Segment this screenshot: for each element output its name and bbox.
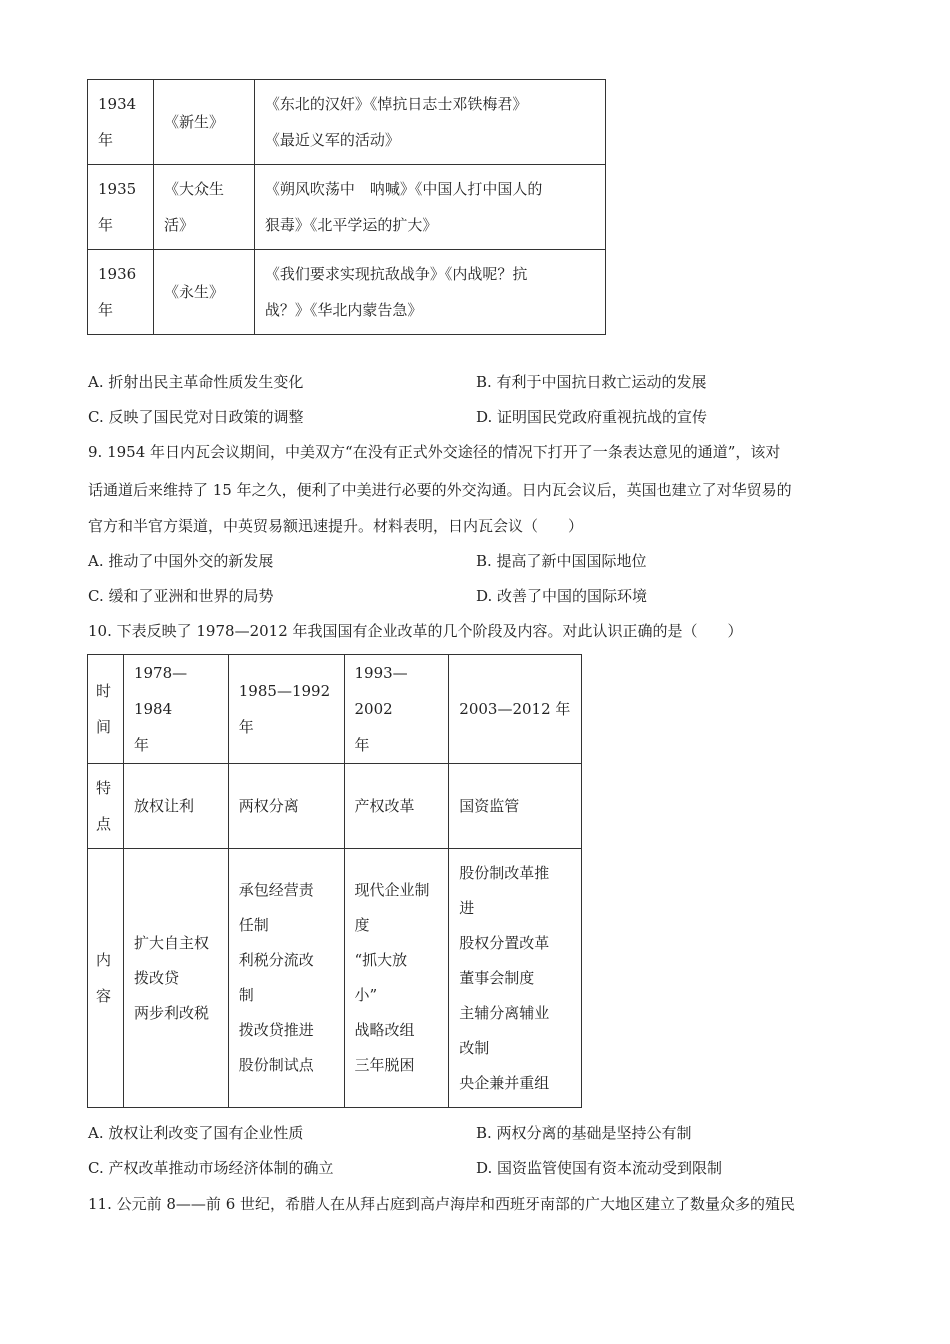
table-cell: 承包经营责 任制 利税分流改 制 拨改贷推进 股份制试点 bbox=[228, 849, 344, 1108]
q8-option-a[interactable]: A. 折射出民主革命性质发生变化 bbox=[88, 373, 304, 391]
table-cell: 2003—2012 年 bbox=[449, 655, 582, 764]
table-cell: 股份制改革推 进 股权分置改革 董事会制度 主辅分离辅业 改制 央企兼并重组 bbox=[449, 849, 582, 1108]
q9-option-d[interactable]: D. 改善了中国的国际环境 bbox=[476, 587, 648, 605]
q8-option-c[interactable]: C. 反映了国民党对日政策的调整 bbox=[88, 408, 304, 426]
table-cell: 产权改革 bbox=[344, 764, 449, 849]
magazine-cell: 《永生》 bbox=[153, 250, 254, 335]
row-label: 时 间 bbox=[88, 655, 124, 764]
table-row bbox=[88, 655, 582, 764]
q9-option-b[interactable]: B. 提高了新中国国际地位 bbox=[476, 552, 647, 570]
table-row bbox=[88, 764, 582, 849]
table-cell: 1985—1992 年 bbox=[228, 655, 344, 764]
q10-option-a[interactable]: A. 放权让利改变了国有企业性质 bbox=[88, 1124, 304, 1142]
table-row bbox=[88, 849, 582, 1108]
q9-stem-line: 话通道后来维持了 15 年之久，便利了中美进行必要的外交沟通。日内瓦会议后，英国也建立了对华贸易的 bbox=[88, 481, 792, 499]
table-cell: 扩大自主权 拨改贷 两步利改税 bbox=[123, 849, 228, 1108]
articles-cell: 《东北的汉奸》《悼抗日志士邓铁梅君》 《最近义军的活动》 bbox=[254, 80, 605, 165]
magazine-cell: 《新生》 bbox=[153, 80, 254, 165]
q9-stem-line: 官方和半官方渠道，中英贸易额迅速提升。材料表明，日内瓦会议（ ） bbox=[88, 517, 584, 535]
table-cell: 1993—2002 年 bbox=[344, 655, 449, 764]
q9-option-c[interactable]: C. 缓和了亚洲和世界的局势 bbox=[88, 587, 274, 605]
table-cell: 国资监管 bbox=[449, 764, 582, 849]
table-row bbox=[88, 165, 606, 250]
q9-stem-line: 9. 1954 年日内瓦会议期间，中美双方“在没有正式外交途径的情况下打开了一条表达意见的通道”，该对 bbox=[88, 443, 781, 461]
table-cell: 现代企业制 度 “抓大放 小” 战略改组 三年脱困 bbox=[344, 849, 449, 1108]
year-cell: 1935 年 bbox=[88, 165, 154, 250]
q8-option-b[interactable]: B. 有利于中国抗日救亡运动的发展 bbox=[476, 373, 707, 391]
q8-option-d[interactable]: D. 证明国民党政府重视抗战的宣传 bbox=[476, 408, 708, 426]
q10-option-d[interactable]: D. 国资监管使国有资本流动受到限制 bbox=[476, 1159, 723, 1177]
q11-stem: 11. 公元前 8——前 6 世纪，希腊人在从拜占庭到高卢海岸和西班牙南部的广大地区建立了数量众多的殖民 bbox=[88, 1195, 796, 1213]
table-cell: 两权分离 bbox=[228, 764, 344, 849]
table-row bbox=[88, 80, 606, 165]
q9-option-a[interactable]: A. 推动了中国外交的新发展 bbox=[88, 552, 274, 570]
q10-option-b[interactable]: B. 两权分离的基础是坚持公有制 bbox=[476, 1124, 692, 1142]
reform-table bbox=[87, 654, 582, 1108]
row-label: 特 点 bbox=[88, 764, 124, 849]
magazine-table bbox=[87, 79, 606, 335]
magazine-cell: 《大众生 活》 bbox=[153, 165, 254, 250]
table-cell: 1978—1984 年 bbox=[123, 655, 228, 764]
q10-stem: 10. 下表反映了 1978—2012 年我国国有企业改革的几个阶段及内容。对此认识正确的是（ ） bbox=[88, 622, 743, 640]
q10-option-c[interactable]: C. 产权改革推动市场经济体制的确立 bbox=[88, 1159, 334, 1177]
articles-cell: 《朔风吹荡中 呐喊》《中国人打中国人的 狠毒》《北平学运的扩大》 bbox=[254, 165, 605, 250]
year-cell: 1934 年 bbox=[88, 80, 154, 165]
table-cell: 放权让利 bbox=[123, 764, 228, 849]
year-cell: 1936 年 bbox=[88, 250, 154, 335]
articles-cell: 《我们要求实现抗敌战争》《内战呢？抗 战？》《华北内蒙告急》 bbox=[254, 250, 605, 335]
table-row bbox=[88, 250, 606, 335]
row-label: 内 容 bbox=[88, 849, 124, 1108]
